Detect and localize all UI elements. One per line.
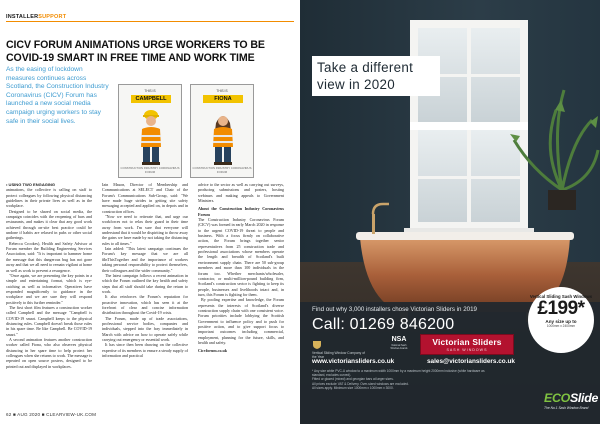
section-rule: [6, 21, 294, 22]
construction-worker-illustration: [205, 107, 241, 167]
article-paragraph: The Forum, made up of trade associations, professional service bodies, companies and individuals, stepped into the fray immediately in March with advice on how to operate safely while carrying out emergency or essential work.: [102, 315, 188, 342]
ecoslide-tagline: The No.1 Sash Window Brand: [544, 406, 589, 410]
article-paragraph: "Once again, we are presenting the key points in a simple and entertaining format, which is eye-catching as well as informative. Operatives have responded magnificently to guidance in the workplace and we are sure they will respond positively to this further reminder.": [6, 272, 92, 305]
brand-tagline: SASH WINDOWS: [446, 348, 488, 352]
fine-print-line: All sizes apply. Minimum size 1000mm x 1000mm x 3000.: [312, 385, 394, 390]
advert-phone: [312, 316, 454, 334]
article-paragraph: Iain Mason, Director of Membership and Communications at SELECT and Chair of the Forum's Communications Sub-Group, said: "We have made huge strides in getting site safety messaging accepted and applied on, in depots and in construction offices.: [102, 182, 188, 214]
article-headline: CICV FORUM ANIMATIONS URGE WORKERS TO BE COVID-19 SMART IN FREE TIME AND WORK TIME: [6, 39, 265, 64]
price-subtext: Any size up to: [545, 319, 577, 324]
campbell-poster: [118, 84, 182, 178]
fiona-poster: [190, 84, 254, 178]
poster-footer: CONSTRUCTION INDUSTRY CORONAVIRUS FORUM: [120, 166, 180, 174]
article-paragraph: By pooling expertise and knowledge, the Forum represents the interests of Scotland's diverse construction supply chain with one consistent voice. Forum priorities include lobbying the Scottish Government to influence policy and to push for positive action, and to give support focus to important outcomes including commercial, employment, planning for the future, skills, and health and safety.: [198, 297, 284, 345]
poster-name: CAMPBELL: [131, 95, 171, 103]
article-paragraph: The first short film features a construction worker called Campbell and the message "Campbell is COVID-19 smart. Campbell keeps to the physical distancing rules. Campbell doesn't break those rules in his spare time. Be like Campbell. Be COVID-19 smart.": [6, 304, 92, 337]
advert-fine-print: [312, 369, 492, 390]
ecoslide-wordmark: ECOSlide: [544, 391, 599, 405]
article-paragraph: It has since then been drawing on the collective expertise of its members to ensure a steady supply of information and practical: [102, 342, 188, 358]
price-amount: £199*: [537, 298, 585, 319]
section-label: INSTALLERSUPPORT: [6, 14, 67, 20]
victorian-sliders-logo: [420, 334, 514, 355]
advert-headline: [312, 56, 440, 96]
poster-top-text: THIS IS: [216, 89, 228, 93]
article-paragraph: The Construction Industry Coronavirus Forum (CICV) was formed in early March 2020 in response to the urgent COVID-19 threat to people and business. With a focus firmly on collaborative action, the Forum brings together senior representatives from 25 construction trade and professional associations whose members operate the length and breadth of Scotland's built environment supply chain. There are 50 sub-group members and more than 100 individuals in the forum too. Whether merchants/wholesaler, contractor, or multi-million-pound building firm, Scotland's construction sector is fighting to keep its people, businesses and livelihoods intact and, in turn, this Forum is fighting for them.: [198, 217, 284, 297]
article-paragraph: A second animation features another construction worker called Fiona, who also observes physical distancing in her spare time to help protect her colleagues when she returns to work. The message is repeated on open source posters, designed to be printed out and displayed in workplaces.: [6, 336, 92, 369]
advert-headline-line: view in 2020: [317, 77, 396, 92]
advert-tagline: Find out why 3,000 installers chose Victorian Sliders in 2019: [312, 306, 477, 313]
page-folio: 62 ■ AUG 2020 ■ CLEARVIEW-UK.COM: [6, 412, 97, 417]
advert-headline-line: Take a different: [317, 60, 414, 75]
article-subhead: About the Construction Industry Coronavirus Forum: [198, 206, 284, 217]
article-paragraph: Rebecca Crookes), Health and Safety Advisor at Forum member the Building Engineering Services Association, said: "It is important to hammer home the message that this dangerous bug has not gone away and that we all need to remain vigilant at home as well as work to prevent a resurgence.: [6, 240, 92, 273]
brand-name: Victorian Sliders: [432, 337, 502, 347]
ecoslide-logo: [544, 391, 599, 410]
award-crest-icon: [312, 340, 322, 349]
article-paragraph: The latest campaign follows a recent animation in which the Forum outlined the key health and safety steps that all staff should take during the return to work.: [102, 272, 188, 294]
poster-top-text: THIS IS: [144, 89, 156, 93]
nsa-logo-text: NSA: [391, 336, 407, 343]
advert-page: [300, 0, 600, 424]
fine-print-line: All prices exclude VAT & Delivery. Over-sized windows are excluded.: [312, 381, 409, 386]
nsa-logo: [388, 336, 410, 354]
nsa-logo-subtext: National Sash Window Awards: [390, 344, 408, 350]
fine-print-line: Fitted or glazed (mixed) and georgian bars at larger sizes.: [312, 377, 394, 382]
phone-number: 01269 846200: [349, 316, 455, 333]
price-roundel: [528, 287, 594, 353]
article-paragraph: animations, the collective is calling on staff to protect colleagues by following physical distancing guidelines in their private lives as well as in the workplace.: [6, 187, 92, 209]
fine-print-line: * Any size white PVC-U window to a maximum width 1000mm by a maximum height 2000mm inclusive (white hardware as standard, excludes curved).: [312, 369, 485, 378]
price-heading: Vertical Sliding Sash Windows: [529, 294, 593, 299]
article-paragraph: Designed to be shared on social media, the campaign coincides with the reopening of bars and restaurants, and makes it clear that any good work achieved through on-site best practice could be undone if habits are relaxed in pubs or other social gatherings.: [6, 208, 92, 241]
poster-footer: CONSTRUCTION INDUSTRY CORONAVIRUS FORUM: [192, 166, 252, 174]
advert-contact: [312, 358, 515, 365]
article-column-1: [6, 182, 92, 369]
article-paragraph: It also reinforces the Forum's reputation for proactive innovation, which has seen it at the forefront of clear and concise information distribution throughout the Covid-19 crisis.: [102, 294, 188, 316]
price-size: 1000mm x 2400mm: [546, 324, 576, 328]
article-paragraph: Iain added: "This latest campaign continues the Forum's key message that we are all #InThisTogether and the importance of workers taking personal responsibility to protect themselves, their colleagues and the wider community.": [102, 246, 188, 273]
phone-label: Call:: [312, 316, 350, 333]
poster-name: FIONA: [203, 95, 243, 103]
advert-website: www.victoriansliders.co.uk: [312, 358, 395, 365]
article-column-2: [102, 182, 188, 358]
award-text: Vertical Sliding Window Company of the Year: [312, 351, 365, 359]
construction-worker-illustration: [133, 107, 169, 167]
article-standfirst: As the easing of lockdown measures continues across Scotland, the Construction Industry Coronavirus (CICV) Forum has launched a new social media campaign urging workers to stay safe in their social lives.: [6, 66, 109, 125]
article-signoff: Cicvforum.co.uk: [198, 348, 228, 354]
article-column-3: [198, 182, 284, 354]
article-paragraph: "Now we need to reiterate that, and urge our workforces not to relax their guard in their time away from work. I'm sure that everyone will understand that it would be dispiriting to throw away the gains we have made by not taking the distancing rules to all times.": [102, 214, 188, 246]
article-lead-bullet: • USING TWO ENGAGING: [6, 182, 56, 187]
article-paragraph: advice to the sector as well as carrying out surveys, producing submissions and posters, hosting webinars and making appeals to Government Ministers.: [198, 182, 284, 204]
advert-email: sales@victoriansliders.co.uk: [427, 358, 515, 365]
award-badge: [312, 340, 368, 359]
